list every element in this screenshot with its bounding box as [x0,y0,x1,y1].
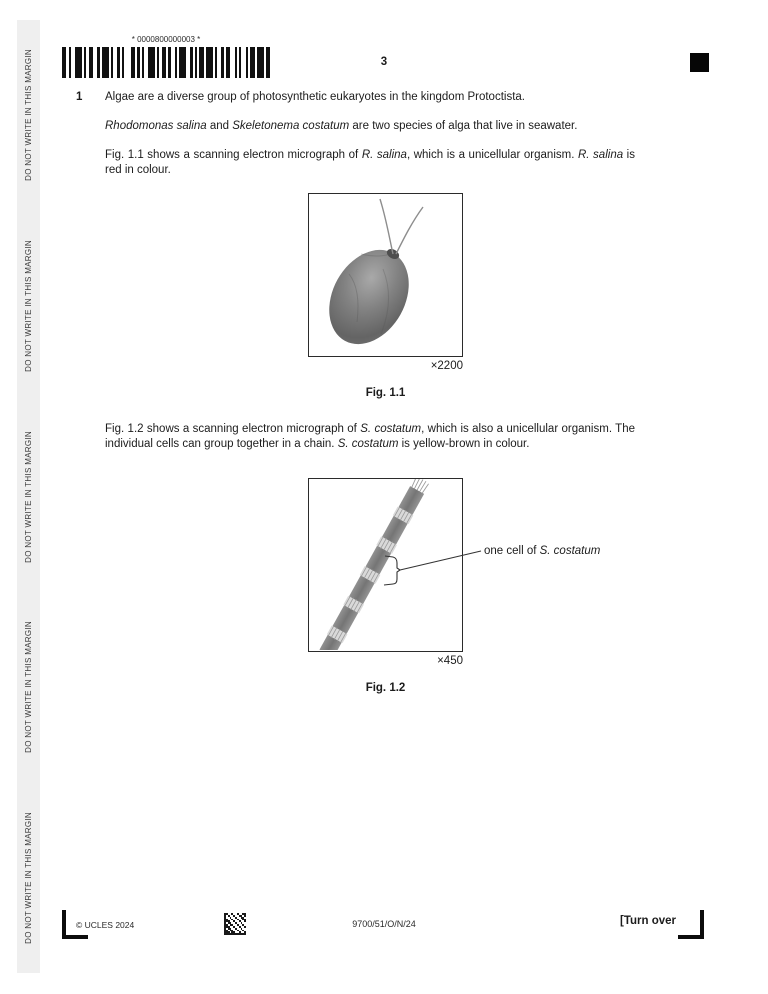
footer-paper-code: 9700/51/O/N/24 [352,919,416,929]
turn-over-label: [Turn over [619,915,676,927]
fig1-magnification: ×2200 [430,360,463,372]
question-paragraph: Fig. 1.2 shows a scanning electron micrograph of S. costatum, which is also a unicellular organism. The individual cells can group together in a chain. S. costatum is yellow-brown in colour. [105,423,635,450]
registration-mark [690,53,709,72]
corner-bracket-right [678,910,704,939]
margin-strip [17,20,40,973]
margin-note: DO NOT WRITE IN THIS MARGIN [24,811,33,944]
barcode-icon [62,47,270,78]
cell-label: one cell of S. costatum [484,545,601,557]
question-paragraph: Rhodomonas salina and Skeletonema costatum are two species of alga that live in seawater. [105,120,578,132]
rsalina-cell-image [309,194,461,355]
question-number: 1 [76,91,83,103]
margin-note: DO NOT WRITE IN THIS MARGIN [24,430,33,563]
fig1-micrograph-frame [308,193,463,357]
fig2-micrograph-frame [308,478,463,652]
margin-note: DO NOT WRITE IN THIS MARGIN [24,621,33,753]
barcode-number: * 0000800000003 * [131,35,201,44]
page-number: 3 [380,56,388,68]
question-paragraph: Fig. 1.1 shows a scanning electron micrograph of R. salina, which is a unicellular organism. R. salina is red in colour. [105,149,635,176]
fig1-caption: Fig. 1.1 [365,387,406,399]
footer-copyright: © UCLES 2024 [76,920,135,930]
margin-note: DO NOT WRITE IN THIS MARGIN [24,49,33,182]
fig2-magnification: ×450 [437,655,463,667]
fig2-caption: Fig. 1.2 [365,682,406,694]
margin-note: DO NOT WRITE IN THIS MARGIN [24,239,33,372]
question-paragraph: Algae are a diverse group of photosynthetic eukaryotes in the kingdom Protoctista. [105,91,525,103]
scostatum-chain-image [309,479,461,650]
